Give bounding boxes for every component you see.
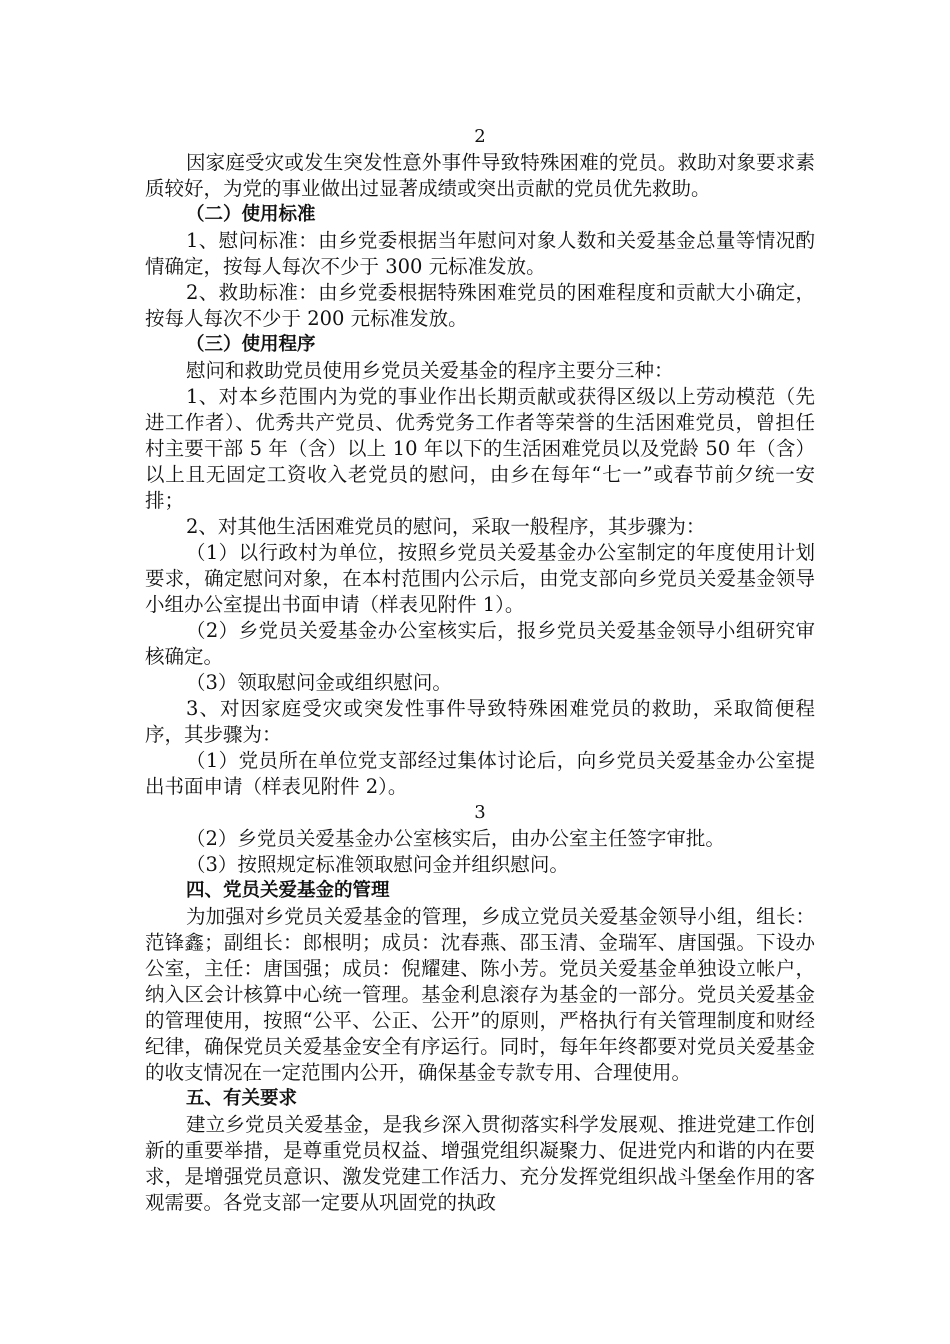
section-heading: （三）使用程序: [186, 334, 316, 355]
paragraph: 2、救助标准：由乡党委根据特殊困难党员的困难程度和贡献大小确定，按每人每次不少于 200 元标准发放。: [145, 281, 815, 330]
section-heading: 四、党员关爱基金的管理: [186, 880, 390, 901]
section-heading: （二）使用标准: [186, 204, 316, 225]
paragraph: （2）乡党员关爱基金办公室核实后，由办公室主任签字审批。: [186, 827, 725, 850]
paragraph: （3）按照规定标准领取慰问金并组织慰问。: [186, 853, 569, 876]
paragraph: 因家庭受灾或发生突发性意外事件导致特殊困难的党员。救助对象要求素质较好，为党的事业做出过显著成绩或突出贡献的党员优先救助。: [145, 151, 815, 200]
paragraph: （3）领取慰问金或组织慰问。: [186, 671, 452, 694]
paragraph: 2、对其他生活困难党员的慰问，采取一般程序，其步骤为：: [186, 515, 706, 538]
paragraph: 慰问和救助党员使用乡党员关爱基金的程序主要分三种：: [186, 359, 674, 382]
document-page: [145, 124, 815, 1216]
section-heading: 五、有关要求: [186, 1088, 298, 1109]
paragraph: （1）以行政村为单位，按照乡党员关爱基金办公室制定的年度使用计划要求，确定慰问对象，在本村范围内公示后，由党支部向乡党员关爱基金领导小组办公室提出书面申请（样表见附件 1）。: [145, 541, 815, 616]
paragraph: 建立乡党员关爱基金，是我乡深入贯彻落实科学发展观、推进党建工作创新的重要举措，是尊重党员权益、增强党组织凝聚力、促进党内和谐的内在要求，是增强党员意识、激发党建工作活力、充分发挥党组织战斗堡垒作用的客观需要。各党支部一定要从巩固党的执政: [145, 1113, 815, 1214]
paragraph: 3、对因家庭受灾或突发性事件导致特殊困难党员的救助，采取简便程序，其步骤为：: [145, 697, 815, 746]
page-number: 3: [474, 802, 486, 823]
paragraph: （2）乡党员关爱基金办公室核实后，报乡党员关爱基金领导小组研究审核确定。: [145, 619, 815, 668]
paragraph: （1）党员所在单位党支部经过集体讨论后，向乡党员关爱基金办公室提出书面申请（样表见附件 2）。: [145, 749, 815, 798]
paragraph: 1、慰问标准：由乡党委根据当年慰问对象人数和关爱基金总量等情况酌情确定，按每人每次不少于 300 元标准发放。: [145, 229, 815, 278]
page-number: 2: [474, 126, 486, 147]
paragraph: 1、对本乡范围内为党的事业作出长期贡献或获得区级以上劳动模范（先进工作者）、优秀共产党员、优秀党务工作者等荣誉的生活困难党员，曾担任村主要干部 5 年（含）以上 10 年以下的生活困难党员以及党龄 50 年（含）以上且无固定工资收入老党员的慰问，由乡在每年“七一”或春节前夕统一安排；: [145, 385, 815, 512]
paragraph: 为加强对乡党员关爱基金的管理，乡成立党员关爱基金领导小组，组长：范锋鑫；副组长：郎根明；成员：沈春燕、邵玉清、金瑞军、唐国强。下设办公室，主任：唐国强；成员：倪耀建、陈小芳。党员关爱基金单独设立帐户，纳入区会计核算中心统一管理。基金利息滚存为基金的一部分。党员关爱基金的管理使用，按照“公平、公正、公开”的原则，严格执行有关管理制度和财经纪律，确保党员关爱基金安全有序运行。同时，每年年终都要对党员关爱基金的收支情况在一定范围内公开，确保基金专款专用、合理使用。: [145, 905, 815, 1084]
